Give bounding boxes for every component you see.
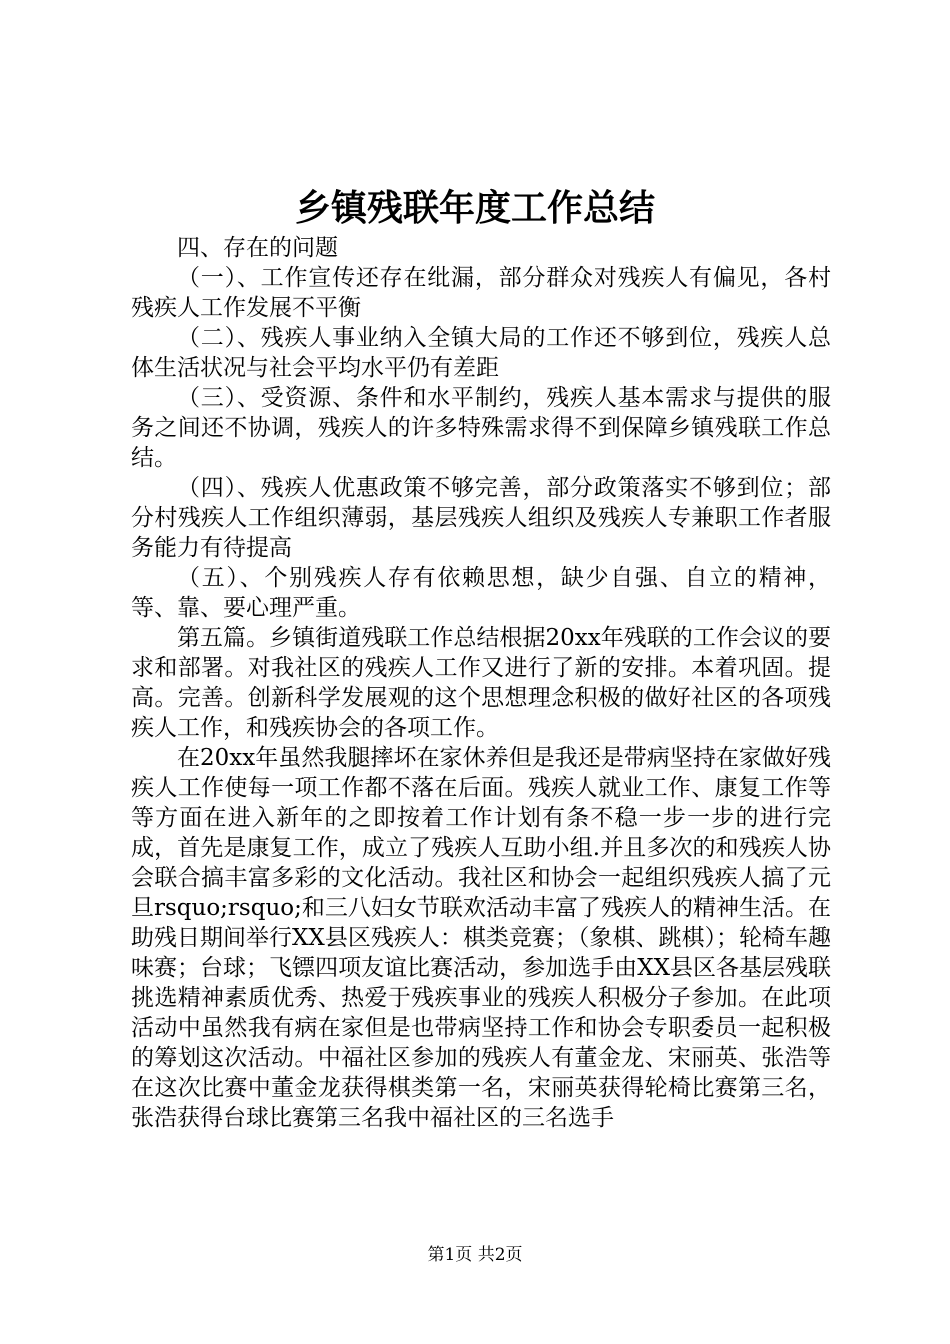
document-body [131,233,831,1133]
paragraph-issue-4: （四）、残疾人优惠政策不够完善，部分政策落实不够到位；部分村残疾人工作组织薄弱，基层残疾人组织及残疾人专兼职工作者服务能力有待提高 [131,475,831,561]
paragraph-chapter-5: 第五篇。乡镇街道残联工作总结根据20xx年残联的工作会议的要求和部署。对我社区的残疾人工作又进行了新的安排。本着巩固。提高。完善。创新科学发展观的这个思想理念积极的做好社区的各项残疾人工作，和残疾协会的各项工作。 [131,625,831,741]
page-number: 第1页 共2页 [427,1245,523,1265]
section-heading: 四、存在的问题 [177,235,338,261]
document-title: 乡镇残联年度工作总结 [294,187,655,229]
paragraph-issue-5: （五）、个别残疾人存有依赖思想，缺少自强、自立的精神，等、靠、要心理严重。 [131,565,831,621]
paragraph-work-report: 在20xx年虽然我腿摔坏在家休养但是我还是带病坚持在家做好残疾人工作使每一项工作都不落在后面。残疾人就业工作、康复工作等等方面在进入新年的之即按着工作计划有条不稳一步一步的进行完成，首先是康复工作，成立了残疾人互助小组.并且多次的和残疾人协会联合搞丰富多彩的文化活动。我社区和协会一起组织残疾人搞了元旦rsquo;rsquo;和三八妇女节联欢活动丰富了残疾人的精神生活。在助残日期间举行XX县区残疾人：棋类竞赛；（象棋、跳棋）；轮椅车趣味赛；台球；飞镖四项友谊比赛活动，参加选手由XX县区各基层残联挑选精神素质优秀、热爱于残疾事业的残疾人积极分子参加。在此项活动中虽然我有病在家但是也带病坚持工作和协会专职委员一起积极的筹划这次活动。中福社区参加的残疾人有董金龙、宋丽英、张浩等在这次比赛中董金龙获得棋类第一名，宋丽英获得轮椅比赛第三名，张浩获得台球比赛第三名我中福社区的三名选手 [131,745,831,1131]
paragraph-issue-2: （二）、残疾人事业纳入全镇大局的工作还不够到位，残疾人总体生活状况与社会平均水平仍有差距 [131,325,831,381]
paragraph-issue-1: （一）、工作宣传还存在纰漏，部分群众对残疾人有偏见，各村残疾人工作发展不平衡 [131,265,831,321]
paragraph-issue-3: （三）、受资源、条件和水平制约，残疾人基本需求与提供的服务之间还不协调，残疾人的许多特殊需求得不到保障乡镇残联工作总结。 [131,385,831,471]
